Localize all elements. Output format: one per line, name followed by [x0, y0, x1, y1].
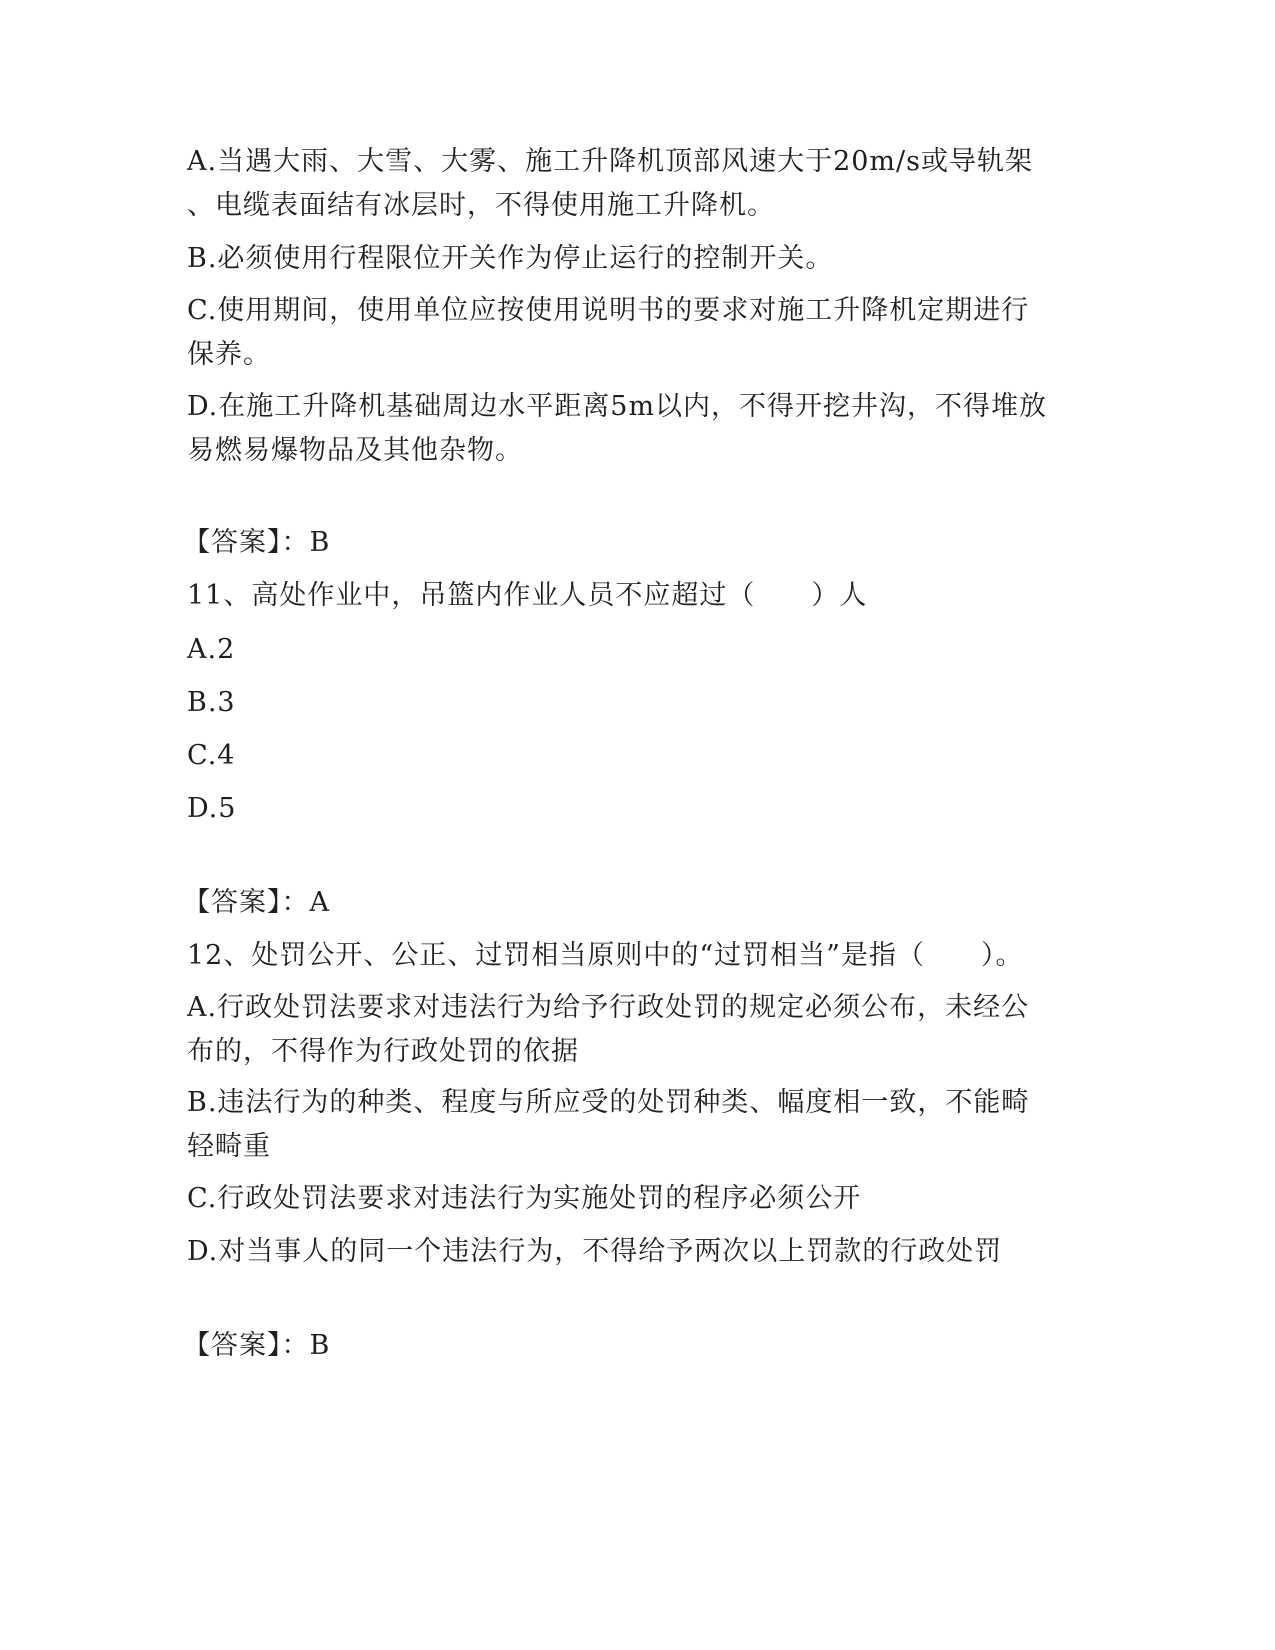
q10-option-a-line1: A.当遇大雨、大雪、大雾、施工升降机顶部风速大于20m/s或导轨架 [187, 146, 1033, 177]
q12-option-b-line1: B.违法行为的种类、程度与所应受的处罚种类、幅度相一致，不能畸 [187, 1087, 1030, 1118]
q10-answer: 【答案】：B [183, 527, 331, 558]
q12-option-a-line1: A.行政处罚法要求对违法行为给予行政处罚的规定必须公布，未经公 [187, 992, 1030, 1023]
q10-option-c-line1: C.使用期间，使用单位应按使用说明书的要求对施工升降机定期进行 [187, 295, 1030, 326]
q11-option-a: A.2 [187, 634, 236, 665]
q10-option-d-line1: D.在施工升降机基础周边水平距离5m以内，不得开挖井沟，不得堆放 [187, 391, 1048, 422]
q12-option-d: D.对当事人的同一个违法行为，不得给予两次以上罚款的行政处罚 [187, 1236, 1003, 1267]
q11-option-d: D.5 [187, 793, 237, 824]
q12-answer: 【答案】：B [183, 1330, 331, 1361]
q10-option-b: B.必须使用行程限位开关作为停止运行的控制开关。 [187, 243, 834, 274]
q11-option-b: B.3 [187, 687, 236, 718]
q12-option-a-line2: 布的，不得作为行政处罚的依据 [187, 1036, 579, 1067]
q10-option-c-line2: 保养。 [187, 339, 271, 370]
q10-option-a-line2: 、电缆表面结有冰层时，不得使用施工升降机。 [187, 190, 775, 221]
q11-answer: 【答案】：A [183, 887, 330, 918]
q11-question: 11、高处作业中，吊篮内作业人员不应超过（ ）人 [187, 580, 868, 611]
q12-option-c: C.行政处罚法要求对违法行为实施处罚的程序必须公开 [187, 1183, 862, 1214]
q12-question: 12、处罚公开、公正、过罚相当原则中的“过罚相当”是指（ ）。 [187, 940, 1024, 971]
q11-option-c: C.4 [187, 740, 236, 771]
q10-option-d-line2: 易燃易爆物品及其他杂物。 [187, 435, 523, 466]
q12-option-b-line2: 轻畸重 [187, 1131, 271, 1162]
